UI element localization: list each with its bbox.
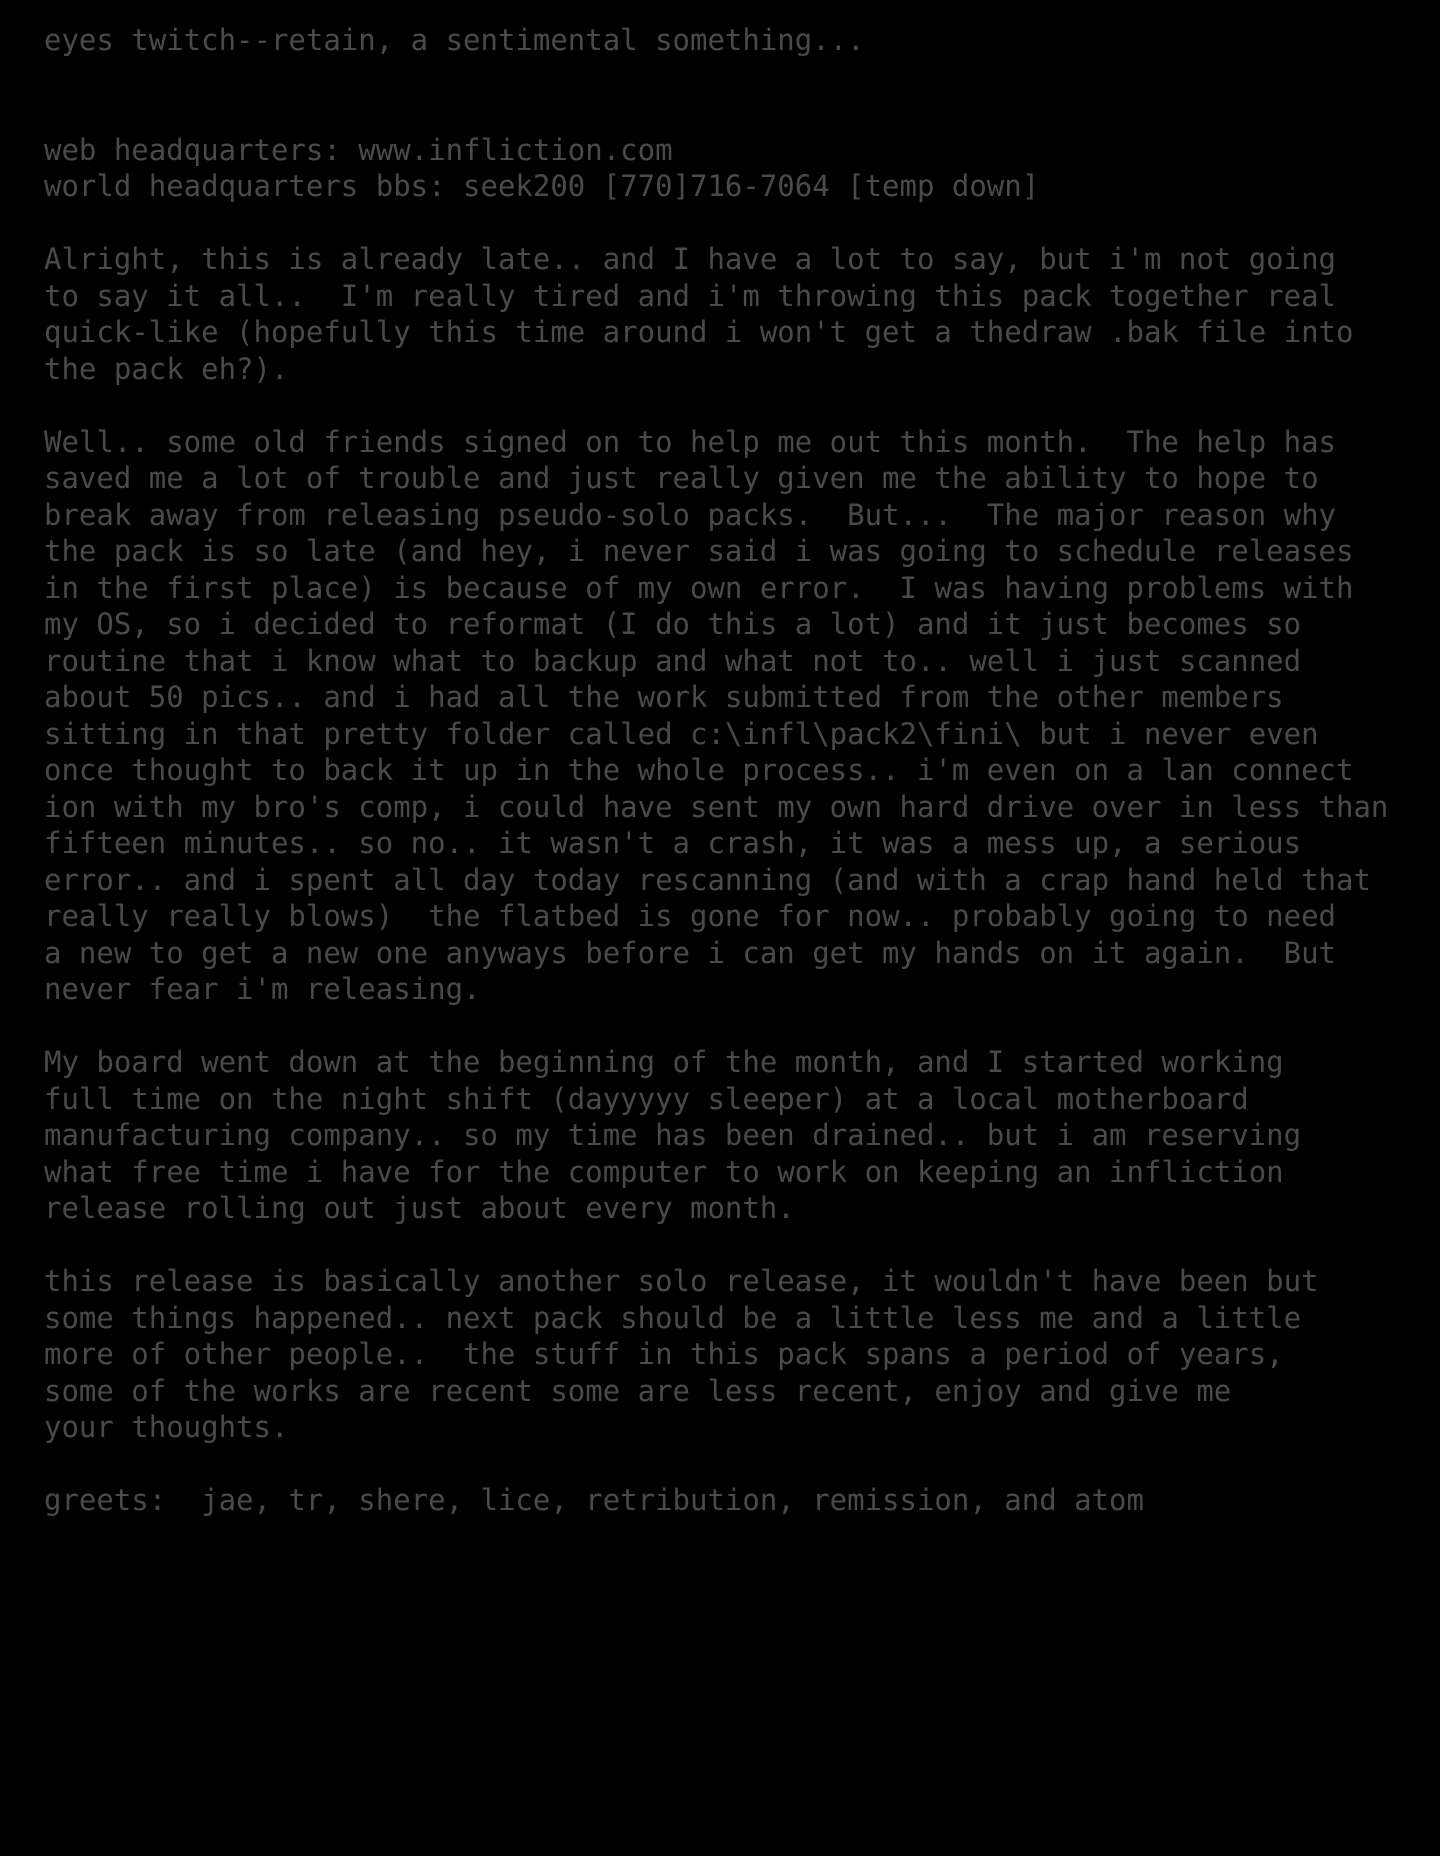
terminal-line: in the first place) is because of my own error. I was having problems with xyxy=(44,570,1354,605)
terminal-line: world headquarters bbs: seek200 [770]716-7064 [temp down] xyxy=(44,169,1040,203)
terminal-line: to say it all.. I'm really tired and i'm throwing this pack together real xyxy=(44,278,1337,313)
terminal-text xyxy=(44,22,1440,1519)
terminal-line: break away from releasing pseudo-solo packs. But... The major reason why xyxy=(44,497,1337,532)
terminal-line xyxy=(44,59,1440,96)
terminal-line: some things happened.. next pack should be a little less me and a little xyxy=(44,1300,1302,1335)
terminal-line: your thoughts. xyxy=(44,1410,289,1444)
terminal-line: a new to get a new one anyways before i can get my hands on it again. But xyxy=(44,935,1337,970)
terminal-line: Well.. some old friends signed on to help me out this month. The help has xyxy=(44,424,1337,459)
terminal-line xyxy=(44,387,1440,424)
terminal-line: about 50 pics.. and i had all the work submitted from the other members xyxy=(44,680,1284,714)
terminal-line: My board went down at the beginning of the month, and I started working xyxy=(44,1045,1284,1079)
terminal-line: this release is basically another solo release, it wouldn't have been but xyxy=(44,1264,1319,1298)
terminal-line xyxy=(44,205,1440,242)
terminal-line: the pack eh?). xyxy=(44,351,289,386)
terminal-line: quick-like (hopefully this time around i won't get a thedraw .bak file into xyxy=(44,315,1354,349)
terminal-line: full time on the night shift (dayyyyy sleeper) at a local motherboard xyxy=(44,1081,1249,1116)
terminal-line: manufacturing company.. so my time has been drained.. but i am reserving xyxy=(44,1118,1302,1152)
terminal-line: the pack is so late (and hey, i never said i was going to schedule releases xyxy=(44,534,1354,568)
terminal-line: fifteen minutes.. so no.. it wasn't a crash, it was a mess up, a serious xyxy=(44,826,1302,860)
terminal-line: web headquarters: www.infliction.com xyxy=(44,132,673,167)
terminal-line: what free time i have for the computer to work on keeping an infliction xyxy=(44,1154,1284,1189)
terminal-line xyxy=(44,95,1440,132)
terminal-line: release rolling out just about every month. xyxy=(44,1191,795,1225)
terminal-line: more of other people.. the stuff in this pack spans a period of years, xyxy=(44,1337,1284,1371)
terminal-line: ion with my bro's comp, i could have sent my own hard drive over in less than xyxy=(44,789,1389,824)
terminal-line: once thought to back it up in the whole process.. i'm even on a lan connect xyxy=(44,753,1354,787)
terminal-line: Alright, this is already late.. and I have a lot to say, but i'm not going xyxy=(44,242,1337,276)
terminal-line xyxy=(44,1008,1440,1045)
terminal-line: eyes twitch--retain, a sentimental something... xyxy=(44,23,865,57)
terminal-line xyxy=(44,1227,1440,1264)
terminal-line: really really blows) the flatbed is gone for now.. probably going to need xyxy=(44,899,1337,933)
terminal-line: some of the works are recent some are less recent, enjoy and give me xyxy=(44,1373,1232,1408)
terminal-line: greets: jae, tr, shere, lice, retribution, remission, and atom xyxy=(44,1483,1144,1517)
terminal-line: routine that i know what to backup and what not to.. well i just scanned xyxy=(44,643,1302,678)
terminal-line: error.. and i spent all day today rescanning (and with a crap hand held that xyxy=(44,862,1371,897)
terminal-line: sitting in that pretty folder called c:\infl\pack2\fini\ but i never even xyxy=(44,716,1319,751)
terminal-line: never fear i'm releasing. xyxy=(44,972,481,1006)
terminal-line xyxy=(44,1446,1440,1483)
terminal-line: saved me a lot of trouble and just really given me the ability to hope to xyxy=(44,461,1319,495)
terminal-line: my OS, so i decided to reformat (I do this a lot) and it just becomes so xyxy=(44,607,1302,641)
